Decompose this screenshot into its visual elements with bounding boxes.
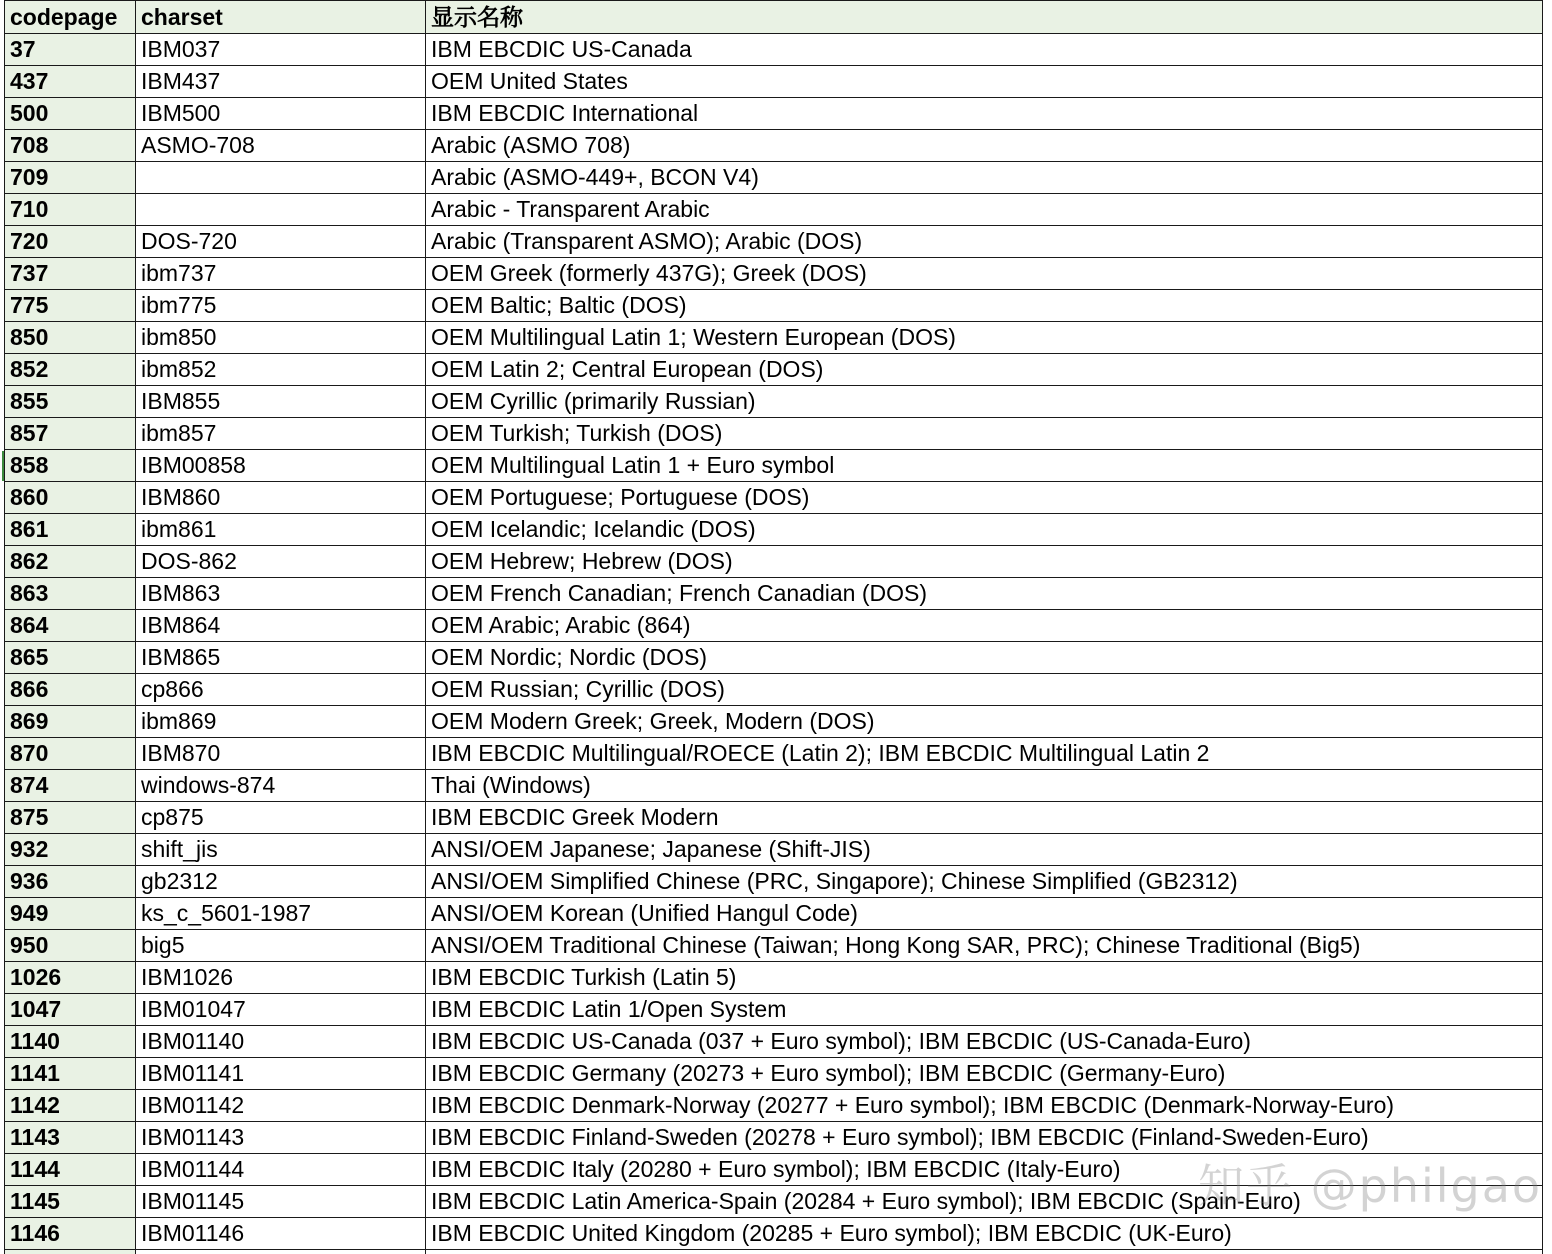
cell-charset[interactable]: IBM01146: [136, 1218, 426, 1250]
cell-charset[interactable]: DOS-862: [136, 546, 426, 578]
table-row: [5, 898, 1543, 930]
table-row: [5, 1218, 1543, 1250]
cell-codepage[interactable]: 866: [5, 674, 136, 706]
cell-codepage[interactable]: 855: [5, 386, 136, 418]
cell-codepage[interactable]: 708: [5, 130, 136, 162]
cell-codepage[interactable]: 709: [5, 162, 136, 194]
cell-codepage[interactable]: 1140: [5, 1026, 136, 1058]
cell-charset[interactable]: ibm775: [136, 290, 426, 322]
cell-display-name[interactable]: IBM EBCDIC Latin 1/Open System: [426, 994, 1543, 1026]
table-row: [5, 994, 1543, 1026]
cell-charset[interactable]: gb2312: [136, 866, 426, 898]
cell-charset[interactable]: IBM01141: [136, 1058, 426, 1090]
cell-charset[interactable]: IBM037: [136, 34, 426, 66]
cell-display-name[interactable]: OEM Modern Greek; Greek, Modern (DOS): [426, 706, 1543, 738]
cell-charset[interactable]: IBM864: [136, 610, 426, 642]
cell-display-name[interactable]: IBM EBCDIC US-Canada: [426, 34, 1543, 66]
cell-display-name[interactable]: IBM EBCDIC Multilingual/ROECE (Latin 2); IBM EBCDIC Multilingual Latin 2: [426, 738, 1543, 770]
table-body: [5, 34, 1543, 1254]
table-row: [5, 578, 1543, 610]
table-row: [5, 354, 1543, 386]
cell-charset[interactable]: IBM870: [136, 738, 426, 770]
table-row: [5, 834, 1543, 866]
cell-display-name[interactable]: Arabic (ASMO 708): [426, 130, 1543, 162]
cell-display-name[interactable]: OEM United States: [426, 66, 1543, 98]
cell-codepage[interactable]: 932: [5, 834, 136, 866]
table-row: [5, 1186, 1543, 1218]
cell-charset[interactable]: IBM01144: [136, 1154, 426, 1186]
cell-codepage[interactable]: 860: [5, 482, 136, 514]
cell-charset[interactable]: IBM00858: [136, 450, 426, 482]
cell-charset[interactable]: IBM01142: [136, 1090, 426, 1122]
table-row: [5, 514, 1543, 546]
cell-codepage[interactable]: 37: [5, 34, 136, 66]
cell-display-name[interactable]: ANSI/OEM Japanese; Japanese (Shift-JIS): [426, 834, 1543, 866]
cell-codepage[interactable]: 936: [5, 866, 136, 898]
header-row: [5, 1, 1543, 34]
cell-display-name[interactable]: OEM Cyrillic (primarily Russian): [426, 386, 1543, 418]
header-display-name[interactable]: 显示名称: [426, 1, 1543, 34]
cell-codepage[interactable]: 864: [5, 610, 136, 642]
cell-empty[interactable]: [136, 1250, 426, 1254]
table-row: [5, 130, 1543, 162]
cell-display-name[interactable]: OEM Greek (formerly 437G); Greek (DOS): [426, 258, 1543, 290]
cell-display-name[interactable]: IBM EBCDIC Denmark-Norway (20277 + Euro symbol); IBM EBCDIC (Denmark-Norway-Euro): [426, 1090, 1543, 1122]
cell-display-name[interactable]: ANSI/OEM Simplified Chinese (PRC, Singapore); Chinese Simplified (GB2312): [426, 866, 1543, 898]
table-row: [5, 450, 1543, 482]
table-row: [5, 546, 1543, 578]
cell-charset[interactable]: ibm861: [136, 514, 426, 546]
cell-codepage[interactable]: 869: [5, 706, 136, 738]
table-row: [5, 738, 1543, 770]
cell-codepage[interactable]: 1047: [5, 994, 136, 1026]
cell-charset[interactable]: ibm852: [136, 354, 426, 386]
table-row: [5, 418, 1543, 450]
table-row: [5, 962, 1543, 994]
table-row: [5, 1154, 1543, 1186]
cell-display-name[interactable]: Arabic (ASMO-449+, BCON V4): [426, 162, 1543, 194]
table-row: [5, 674, 1543, 706]
cell-charset[interactable]: [136, 194, 426, 226]
cell-codepage[interactable]: 857: [5, 418, 136, 450]
cell-codepage[interactable]: 861: [5, 514, 136, 546]
cell-display-name[interactable]: OEM Portuguese; Portuguese (DOS): [426, 482, 1543, 514]
cell-display-name[interactable]: OEM Multilingual Latin 1 + Euro symbol: [426, 450, 1543, 482]
cell-codepage[interactable]: 950: [5, 930, 136, 962]
cell-display-name[interactable]: OEM Baltic; Baltic (DOS): [426, 290, 1543, 322]
table-row: [5, 162, 1543, 194]
cell-charset[interactable]: IBM01140: [136, 1026, 426, 1058]
cell-charset[interactable]: cp875: [136, 802, 426, 834]
cell-display-name[interactable]: OEM Nordic; Nordic (DOS): [426, 642, 1543, 674]
cell-charset[interactable]: windows-874: [136, 770, 426, 802]
cell-empty[interactable]: [426, 1250, 1543, 1254]
cell-display-name[interactable]: IBM EBCDIC Latin America-Spain (20284 + Euro symbol); IBM EBCDIC (Spain-Euro): [426, 1186, 1543, 1218]
cell-display-name[interactable]: IBM EBCDIC Italy (20280 + Euro symbol); IBM EBCDIC (Italy-Euro): [426, 1154, 1543, 1186]
cell-charset[interactable]: ibm857: [136, 418, 426, 450]
table-row: [5, 34, 1543, 66]
table-row: [5, 1026, 1543, 1058]
cell-codepage[interactable]: 863: [5, 578, 136, 610]
table-row: [5, 386, 1543, 418]
cell-codepage[interactable]: 858: [5, 450, 136, 482]
cell-display-name[interactable]: OEM French Canadian; French Canadian (DOS): [426, 578, 1543, 610]
cell-codepage[interactable]: 875: [5, 802, 136, 834]
header-charset[interactable]: charset: [136, 1, 426, 34]
cell-codepage[interactable]: 865: [5, 642, 136, 674]
header-codepage[interactable]: codepage: [5, 1, 136, 34]
cell-codepage[interactable]: 1145: [5, 1186, 136, 1218]
cell-display-name[interactable]: Thai (Windows): [426, 770, 1543, 802]
table-row: [5, 322, 1543, 354]
cell-charset[interactable]: ibm850: [136, 322, 426, 354]
table-row: [5, 290, 1543, 322]
cell-display-name[interactable]: OEM Hebrew; Hebrew (DOS): [426, 546, 1543, 578]
cell-display-name[interactable]: OEM Multilingual Latin 1; Western European (DOS): [426, 322, 1543, 354]
cell-charset[interactable]: IBM01143: [136, 1122, 426, 1154]
cell-charset[interactable]: IBM1026: [136, 962, 426, 994]
cell-display-name[interactable]: OEM Russian; Cyrillic (DOS): [426, 674, 1543, 706]
cell-codepage[interactable]: 852: [5, 354, 136, 386]
watermark: 知乎 @philgao: [1198, 1159, 1543, 1213]
cell-display-name[interactable]: OEM Turkish; Turkish (DOS): [426, 418, 1543, 450]
cell-display-name[interactable]: IBM EBCDIC International: [426, 98, 1543, 130]
cell-codepage[interactable]: 1146: [5, 1218, 136, 1250]
cell-charset[interactable]: IBM500: [136, 98, 426, 130]
table-row: [5, 482, 1543, 514]
codepage-table: [4, 0, 1543, 1254]
cell-charset[interactable]: IBM863: [136, 578, 426, 610]
table-row: [5, 642, 1543, 674]
cell-codepage[interactable]: 862: [5, 546, 136, 578]
cell-display-name[interactable]: ANSI/OEM Korean (Unified Hangul Code): [426, 898, 1543, 930]
cell-codepage[interactable]: 850: [5, 322, 136, 354]
cell-display-name[interactable]: ANSI/OEM Traditional Chinese (Taiwan; Hong Kong SAR, PRC); Chinese Traditional (Big5): [426, 930, 1543, 962]
cell-codepage[interactable]: 720: [5, 226, 136, 258]
cell-charset[interactable]: ASMO-708: [136, 130, 426, 162]
cell-codepage[interactable]: 437: [5, 66, 136, 98]
cell-codepage[interactable]: 710: [5, 194, 136, 226]
cell-display-name[interactable]: OEM Latin 2; Central European (DOS): [426, 354, 1543, 386]
cell-empty[interactable]: [5, 1250, 136, 1254]
table-row: [5, 706, 1543, 738]
cell-charset[interactable]: [136, 162, 426, 194]
table-row-partial: [5, 1250, 1543, 1254]
table-row: [5, 1058, 1543, 1090]
table-row: [5, 258, 1543, 290]
table-row: [5, 802, 1543, 834]
cell-codepage[interactable]: 500: [5, 98, 136, 130]
cell-codepage[interactable]: 949: [5, 898, 136, 930]
table-row: [5, 930, 1543, 962]
cell-charset[interactable]: IBM01145: [136, 1186, 426, 1218]
cell-codepage[interactable]: 1142: [5, 1090, 136, 1122]
cell-codepage[interactable]: 874: [5, 770, 136, 802]
cell-codepage[interactable]: 1026: [5, 962, 136, 994]
table-row: [5, 66, 1543, 98]
cell-codepage[interactable]: 1141: [5, 1058, 136, 1090]
cell-charset[interactable]: DOS-720: [136, 226, 426, 258]
cell-charset[interactable]: cp866: [136, 674, 426, 706]
cell-codepage[interactable]: 870: [5, 738, 136, 770]
table-row: [5, 1090, 1543, 1122]
cell-display-name[interactable]: Arabic (Transparent ASMO); Arabic (DOS): [426, 226, 1543, 258]
cell-display-name[interactable]: OEM Icelandic; Icelandic (DOS): [426, 514, 1543, 546]
cell-charset[interactable]: shift_jis: [136, 834, 426, 866]
table-row: [5, 610, 1543, 642]
cell-codepage[interactable]: 737: [5, 258, 136, 290]
cell-charset[interactable]: IBM01047: [136, 994, 426, 1026]
cell-display-name[interactable]: IBM EBCDIC Turkish (Latin 5): [426, 962, 1543, 994]
cell-charset[interactable]: IBM860: [136, 482, 426, 514]
cell-display-name[interactable]: IBM EBCDIC United Kingdom (20285 + Euro symbol); IBM EBCDIC (UK-Euro): [426, 1218, 1543, 1250]
cell-charset[interactable]: IBM437: [136, 66, 426, 98]
cell-charset[interactable]: ibm869: [136, 706, 426, 738]
cell-display-name[interactable]: OEM Arabic; Arabic (864): [426, 610, 1543, 642]
cell-charset[interactable]: ks_c_5601-1987: [136, 898, 426, 930]
cell-display-name[interactable]: Arabic - Transparent Arabic: [426, 194, 1543, 226]
cell-charset[interactable]: ibm737: [136, 258, 426, 290]
cell-charset[interactable]: big5: [136, 930, 426, 962]
table-row: [5, 866, 1543, 898]
table-row: [5, 770, 1543, 802]
cell-display-name[interactable]: IBM EBCDIC Finland-Sweden (20278 + Euro symbol); IBM EBCDIC (Finland-Sweden-Euro): [426, 1122, 1543, 1154]
cell-codepage[interactable]: 775: [5, 290, 136, 322]
cell-codepage[interactable]: 1144: [5, 1154, 136, 1186]
cell-codepage[interactable]: 1143: [5, 1122, 136, 1154]
cell-display-name[interactable]: IBM EBCDIC Greek Modern: [426, 802, 1543, 834]
cell-display-name[interactable]: IBM EBCDIC US-Canada (037 + Euro symbol); IBM EBCDIC (US-Canada-Euro): [426, 1026, 1543, 1058]
table-row: [5, 226, 1543, 258]
cell-charset[interactable]: IBM865: [136, 642, 426, 674]
table-row: [5, 1122, 1543, 1154]
cell-charset[interactable]: IBM855: [136, 386, 426, 418]
cell-display-name[interactable]: IBM EBCDIC Germany (20273 + Euro symbol); IBM EBCDIC (Germany-Euro): [426, 1058, 1543, 1090]
table-row: [5, 194, 1543, 226]
table-row: [5, 98, 1543, 130]
